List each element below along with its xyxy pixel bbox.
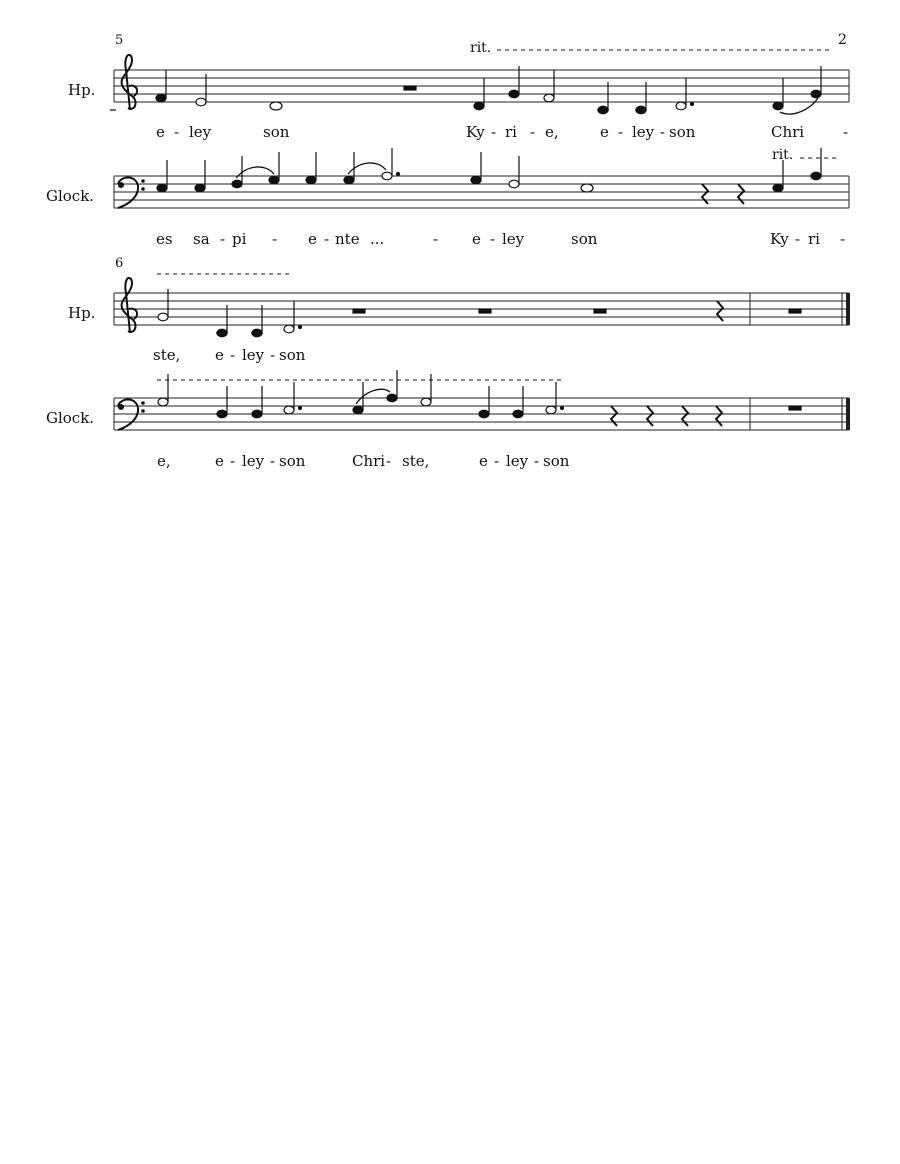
page-number: 2 xyxy=(838,32,847,48)
lyric: son xyxy=(669,123,696,141)
lyric: - xyxy=(491,123,497,141)
lyric: ri xyxy=(505,123,517,141)
ritardando-mark: rit. xyxy=(470,40,492,56)
lyric: - xyxy=(270,452,276,470)
bass-notes xyxy=(157,148,821,192)
lyric: ley xyxy=(506,452,529,470)
lyric: e xyxy=(479,452,488,470)
lyric: nte xyxy=(335,230,360,248)
lyric: - xyxy=(795,230,801,248)
quarter-rest-icon xyxy=(717,301,723,321)
lyric: e, xyxy=(157,452,171,470)
lyric: son xyxy=(543,452,570,470)
lyric: ... xyxy=(370,230,385,248)
quarter-rest-icon xyxy=(611,406,722,426)
lyric: - xyxy=(618,123,624,141)
lyric: - xyxy=(220,230,226,248)
lyric: e, xyxy=(545,123,559,141)
measure-number: 6 xyxy=(115,256,124,271)
lyric: ri xyxy=(808,230,820,248)
treble-staff xyxy=(114,70,849,102)
lyric: ley xyxy=(242,452,265,470)
lyric: es xyxy=(156,230,173,248)
lyric: Chri xyxy=(771,123,805,141)
lyrics-glock-system-2 xyxy=(157,452,570,470)
instrument-label: Glock. xyxy=(46,187,95,205)
lyric: - xyxy=(386,452,392,470)
instrument-label: Hp. xyxy=(68,304,96,322)
lyric: e xyxy=(156,123,165,141)
treble-notes xyxy=(110,66,821,114)
lyric: - xyxy=(174,123,180,141)
lyric: - xyxy=(230,346,236,364)
lyric: son xyxy=(279,346,306,364)
lyric: e xyxy=(600,123,609,141)
lyrics-glock-system-1 xyxy=(156,230,845,248)
lyric: - xyxy=(324,230,330,248)
lyric: ley xyxy=(502,230,525,248)
lyrics-hp-system-2 xyxy=(153,346,306,364)
bass-notes xyxy=(158,370,801,418)
lyric: ley xyxy=(189,123,212,141)
ritardando-mark: rit. xyxy=(772,147,794,163)
lyric: - xyxy=(534,452,540,470)
instrument-label: Glock. xyxy=(46,409,95,427)
quarter-rest-icon xyxy=(702,184,744,204)
lyric: e xyxy=(215,452,224,470)
measure-number: 5 xyxy=(115,33,124,48)
lyric: - xyxy=(433,230,439,248)
lyric: Ky xyxy=(466,123,485,141)
lyric: ley xyxy=(632,123,655,141)
lyrics-hp-system-1 xyxy=(156,123,848,141)
lyric: - xyxy=(843,123,849,141)
slur xyxy=(780,98,818,114)
lyric: - xyxy=(490,230,496,248)
lyric: e xyxy=(215,346,224,364)
lyric: Ky xyxy=(770,230,789,248)
lyric: - xyxy=(230,452,236,470)
lyric: e xyxy=(472,230,481,248)
lyric: ste, xyxy=(153,346,181,364)
lyric: son xyxy=(263,123,290,141)
lyric: - xyxy=(840,230,846,248)
lyric: - xyxy=(494,452,500,470)
lyric: Chri xyxy=(352,452,386,470)
lyric: - xyxy=(660,123,666,141)
lyric: son xyxy=(279,452,306,470)
treble-notes xyxy=(158,289,801,337)
lyric: son xyxy=(571,230,598,248)
lyric: ley xyxy=(242,346,265,364)
lyric: ste, xyxy=(402,452,430,470)
instrument-label: Hp. xyxy=(68,81,96,99)
lyric: pi xyxy=(232,230,247,248)
bass-clef-icon xyxy=(118,178,145,209)
slur xyxy=(356,389,390,404)
lyric: - xyxy=(530,123,536,141)
bass-clef-icon xyxy=(118,400,145,431)
lyric: e xyxy=(308,230,317,248)
lyric: - xyxy=(272,230,278,248)
lyric: sa xyxy=(193,230,210,248)
lyric: - xyxy=(270,346,276,364)
